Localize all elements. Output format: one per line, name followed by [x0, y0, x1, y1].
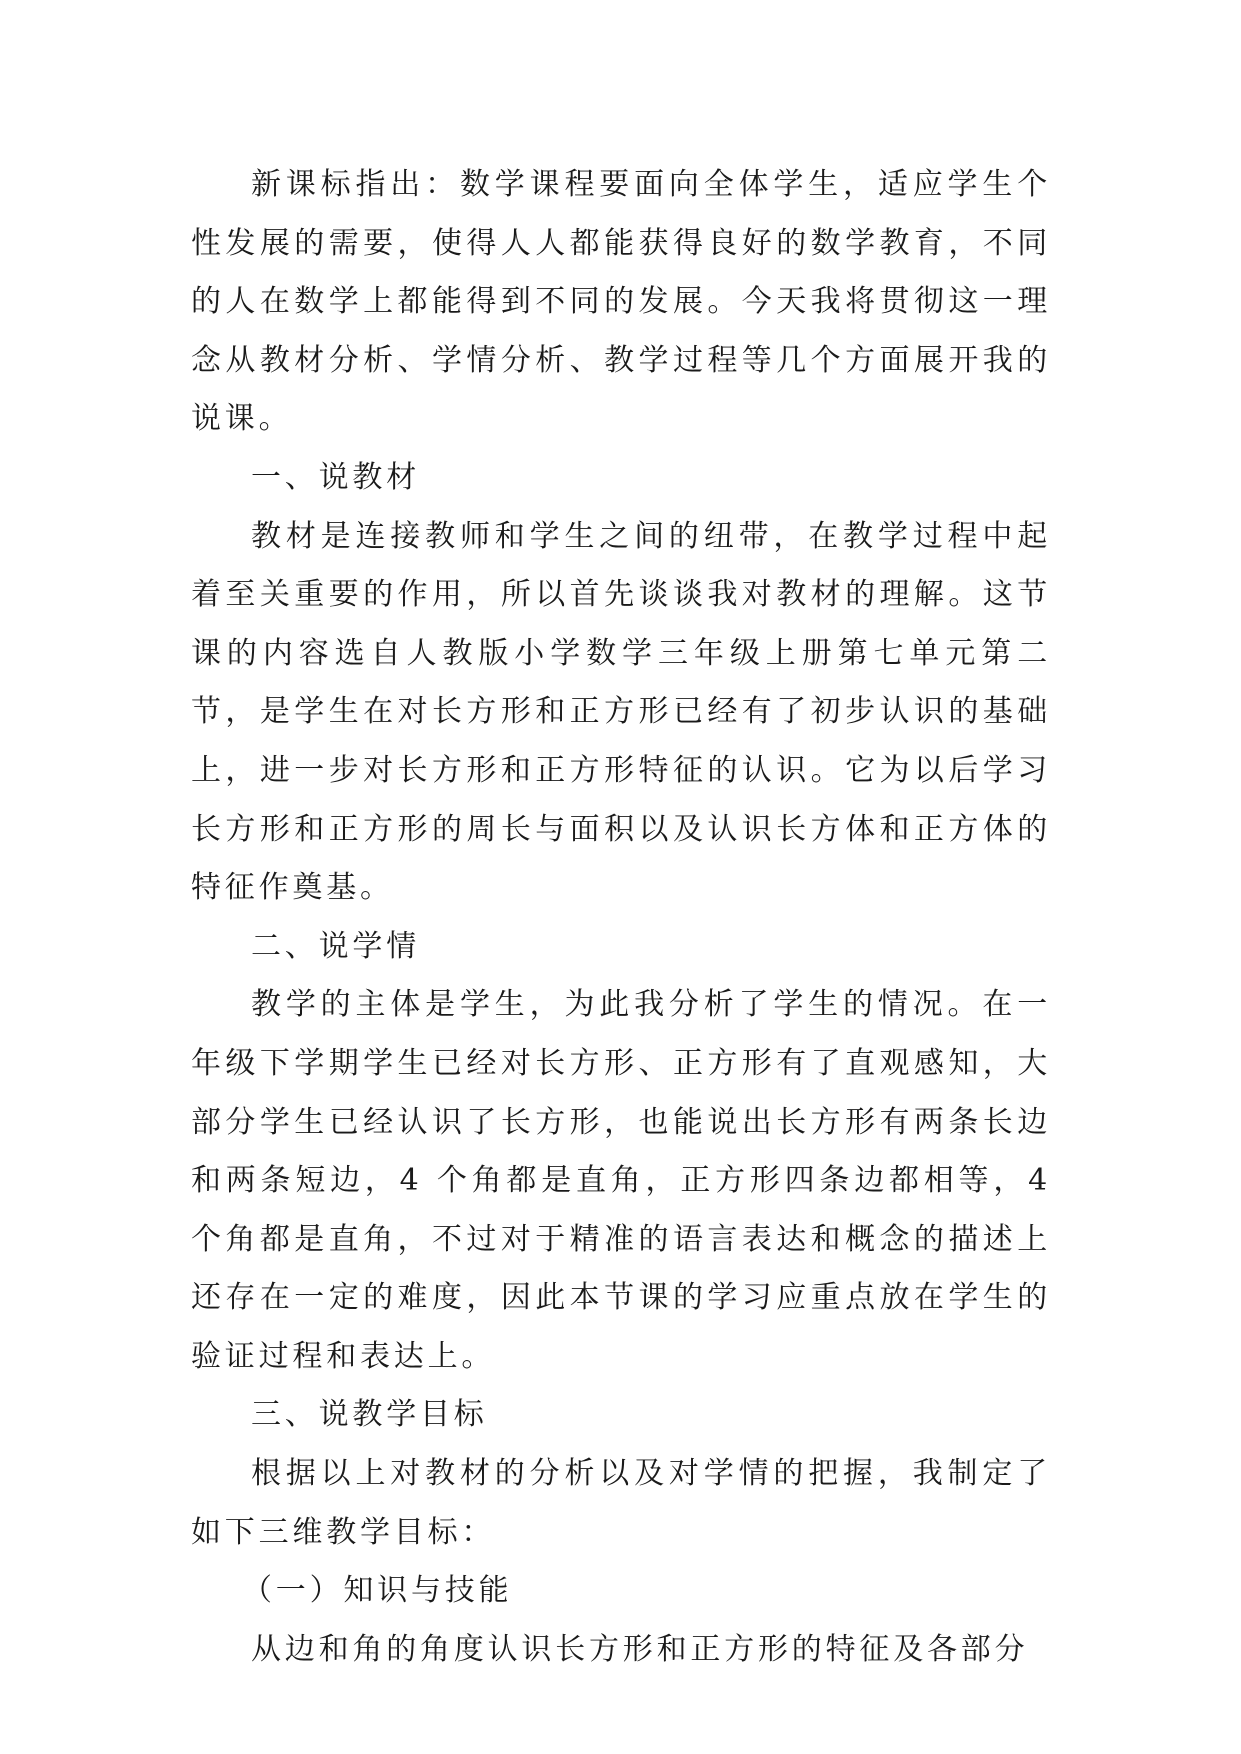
section-heading-students: 二、说学情 [251, 928, 420, 964]
section-heading-objectives: 三、说教学目标 [251, 1397, 488, 1433]
subheading-knowledge-skills: （一）知识与技能 [242, 1573, 513, 1609]
objectives-paragraph: 根据以上对教材的分析以及对学情的把握，我制定了如下三维教学目标： [191, 1456, 1051, 1550]
students-paragraph: 教学的主体是学生，为此我分析了学生的情况。在一年级下学期学生已经对长方形、正方形有了直观感知，大部分学生已经认识了长方形，也能说出长方形有两条长边和两条短边，4 个角都是直角，正方形四条边都相等，4 个角都是直角，不过对于精准的语言表达和概念的描述上还存在一定的难度，因此本节课的学习应重点放在学生的验证过程和表达上。 [191, 987, 1051, 1374]
knowledge-paragraph: 从边和角的角度认识长方形和正方形的特征及各部分 [251, 1631, 1029, 1667]
document-body [191, 156, 1051, 1679]
textbook-paragraph: 教材是连接教师和学生之间的纽带，在教学过程中起着至关重要的作用，所以首先谈谈我对教材的理解。这节课的内容选自人教版小学数学三年级上册第七单元第二节，是学生在对长方形和正方形已经有了初步认识的基础上，进一步对长方形和正方形特征的认识。它为以后学习长方形和正方形的周长与面积以及认识长方体和正方体的特征作奠基。 [191, 518, 1051, 906]
section-heading-textbook: 一、说教材 [251, 459, 420, 495]
intro-paragraph: 新课标指出：数学课程要面向全体学生，适应学生个性发展的需要，使得人人都能获得良好的数学教育，不同的人在数学上都能得到不同的发展。今天我将贯彻这一理念从教材分析、学情分析、教学过程等几个方面展开我的说课。 [191, 167, 1051, 437]
